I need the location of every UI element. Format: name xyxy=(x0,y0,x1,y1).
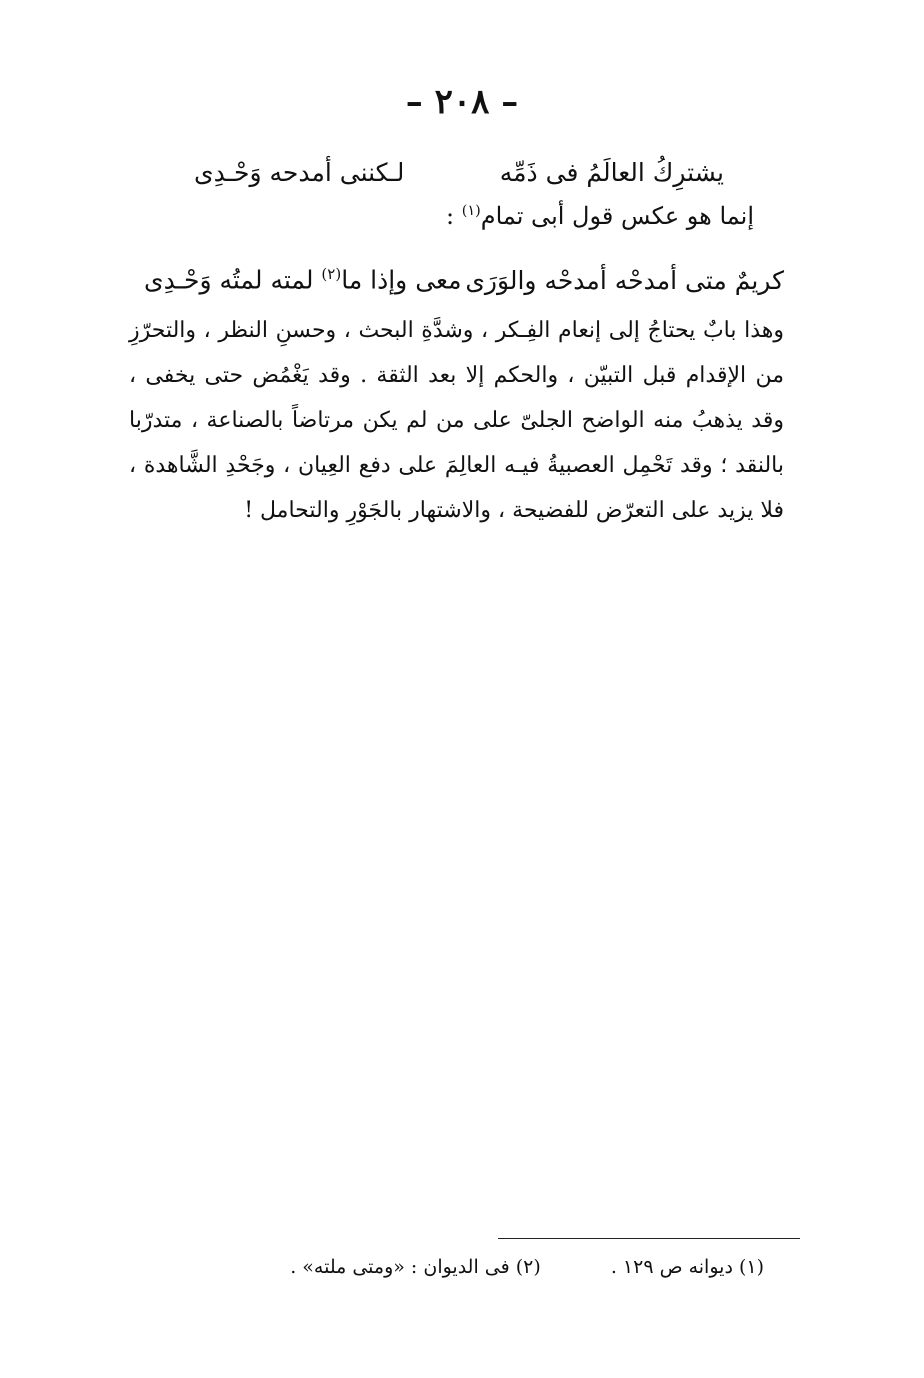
body-paragraph: وهذا بابٌ يحتاجُ إلى إنعام الفِـكر ، وشدَّةِ البحث ، وحسنِ النظر ، والتحرّزِ من الإقدام قبل التبيّن ، والحكم إلا بعد الثقة . وقد يَغْمُض حتى يخفى ، وقد يذهبُ منه الواضح الجلىّ على من لم يكن مرتاضاً بالصناعة ، متدرّبا بالنقد ؛ وقد تَحْمِل العصبيةُ فيـه العالِمَ على دفع العِيان ، وجَحْدِ الشَّاهدة ، فلا يزيد على التعرّض للفضيحة ، والاشتهار بالجَوْرِ والتحامل ! xyxy=(129,318,784,523)
intro-line xyxy=(154,202,754,230)
footnote-ref-1: (١) xyxy=(461,203,481,219)
footnote-separator xyxy=(498,1238,800,1239)
footnote-ref-2: (٢) xyxy=(321,265,342,284)
intro-trailing: : xyxy=(446,202,462,230)
page-number: – ٢٠٨ – xyxy=(405,82,519,122)
verse-2-first-hemistich: كريمٌ متى أمدحْه أمدحْه والوَرَى xyxy=(465,265,784,295)
intro-text: إنما هو عكس قول أبى تمام xyxy=(480,202,754,230)
verse-line-2 xyxy=(144,258,784,302)
verse-1-first-hemistich: يشترِكُ العالَمُ فى ذَمِّه xyxy=(499,157,724,187)
verse-2-second-end: لمته لمتُه وَحْـدِى xyxy=(144,265,322,295)
footnotes xyxy=(290,1252,764,1282)
verse-2-second-start: معى وإذا ما xyxy=(341,265,462,295)
verse-1-second-hemistich: لـكننى أمدحه وَحْـدِى xyxy=(194,157,405,187)
verse-line-1 xyxy=(194,150,724,194)
footnote-2: (٢) فى الديوان : «ومتى ملته» . xyxy=(290,1256,541,1278)
verse-2-second-hemistich xyxy=(144,265,462,294)
footnote-1: (١) ديوانه ص ١٢٩ . xyxy=(610,1256,764,1278)
